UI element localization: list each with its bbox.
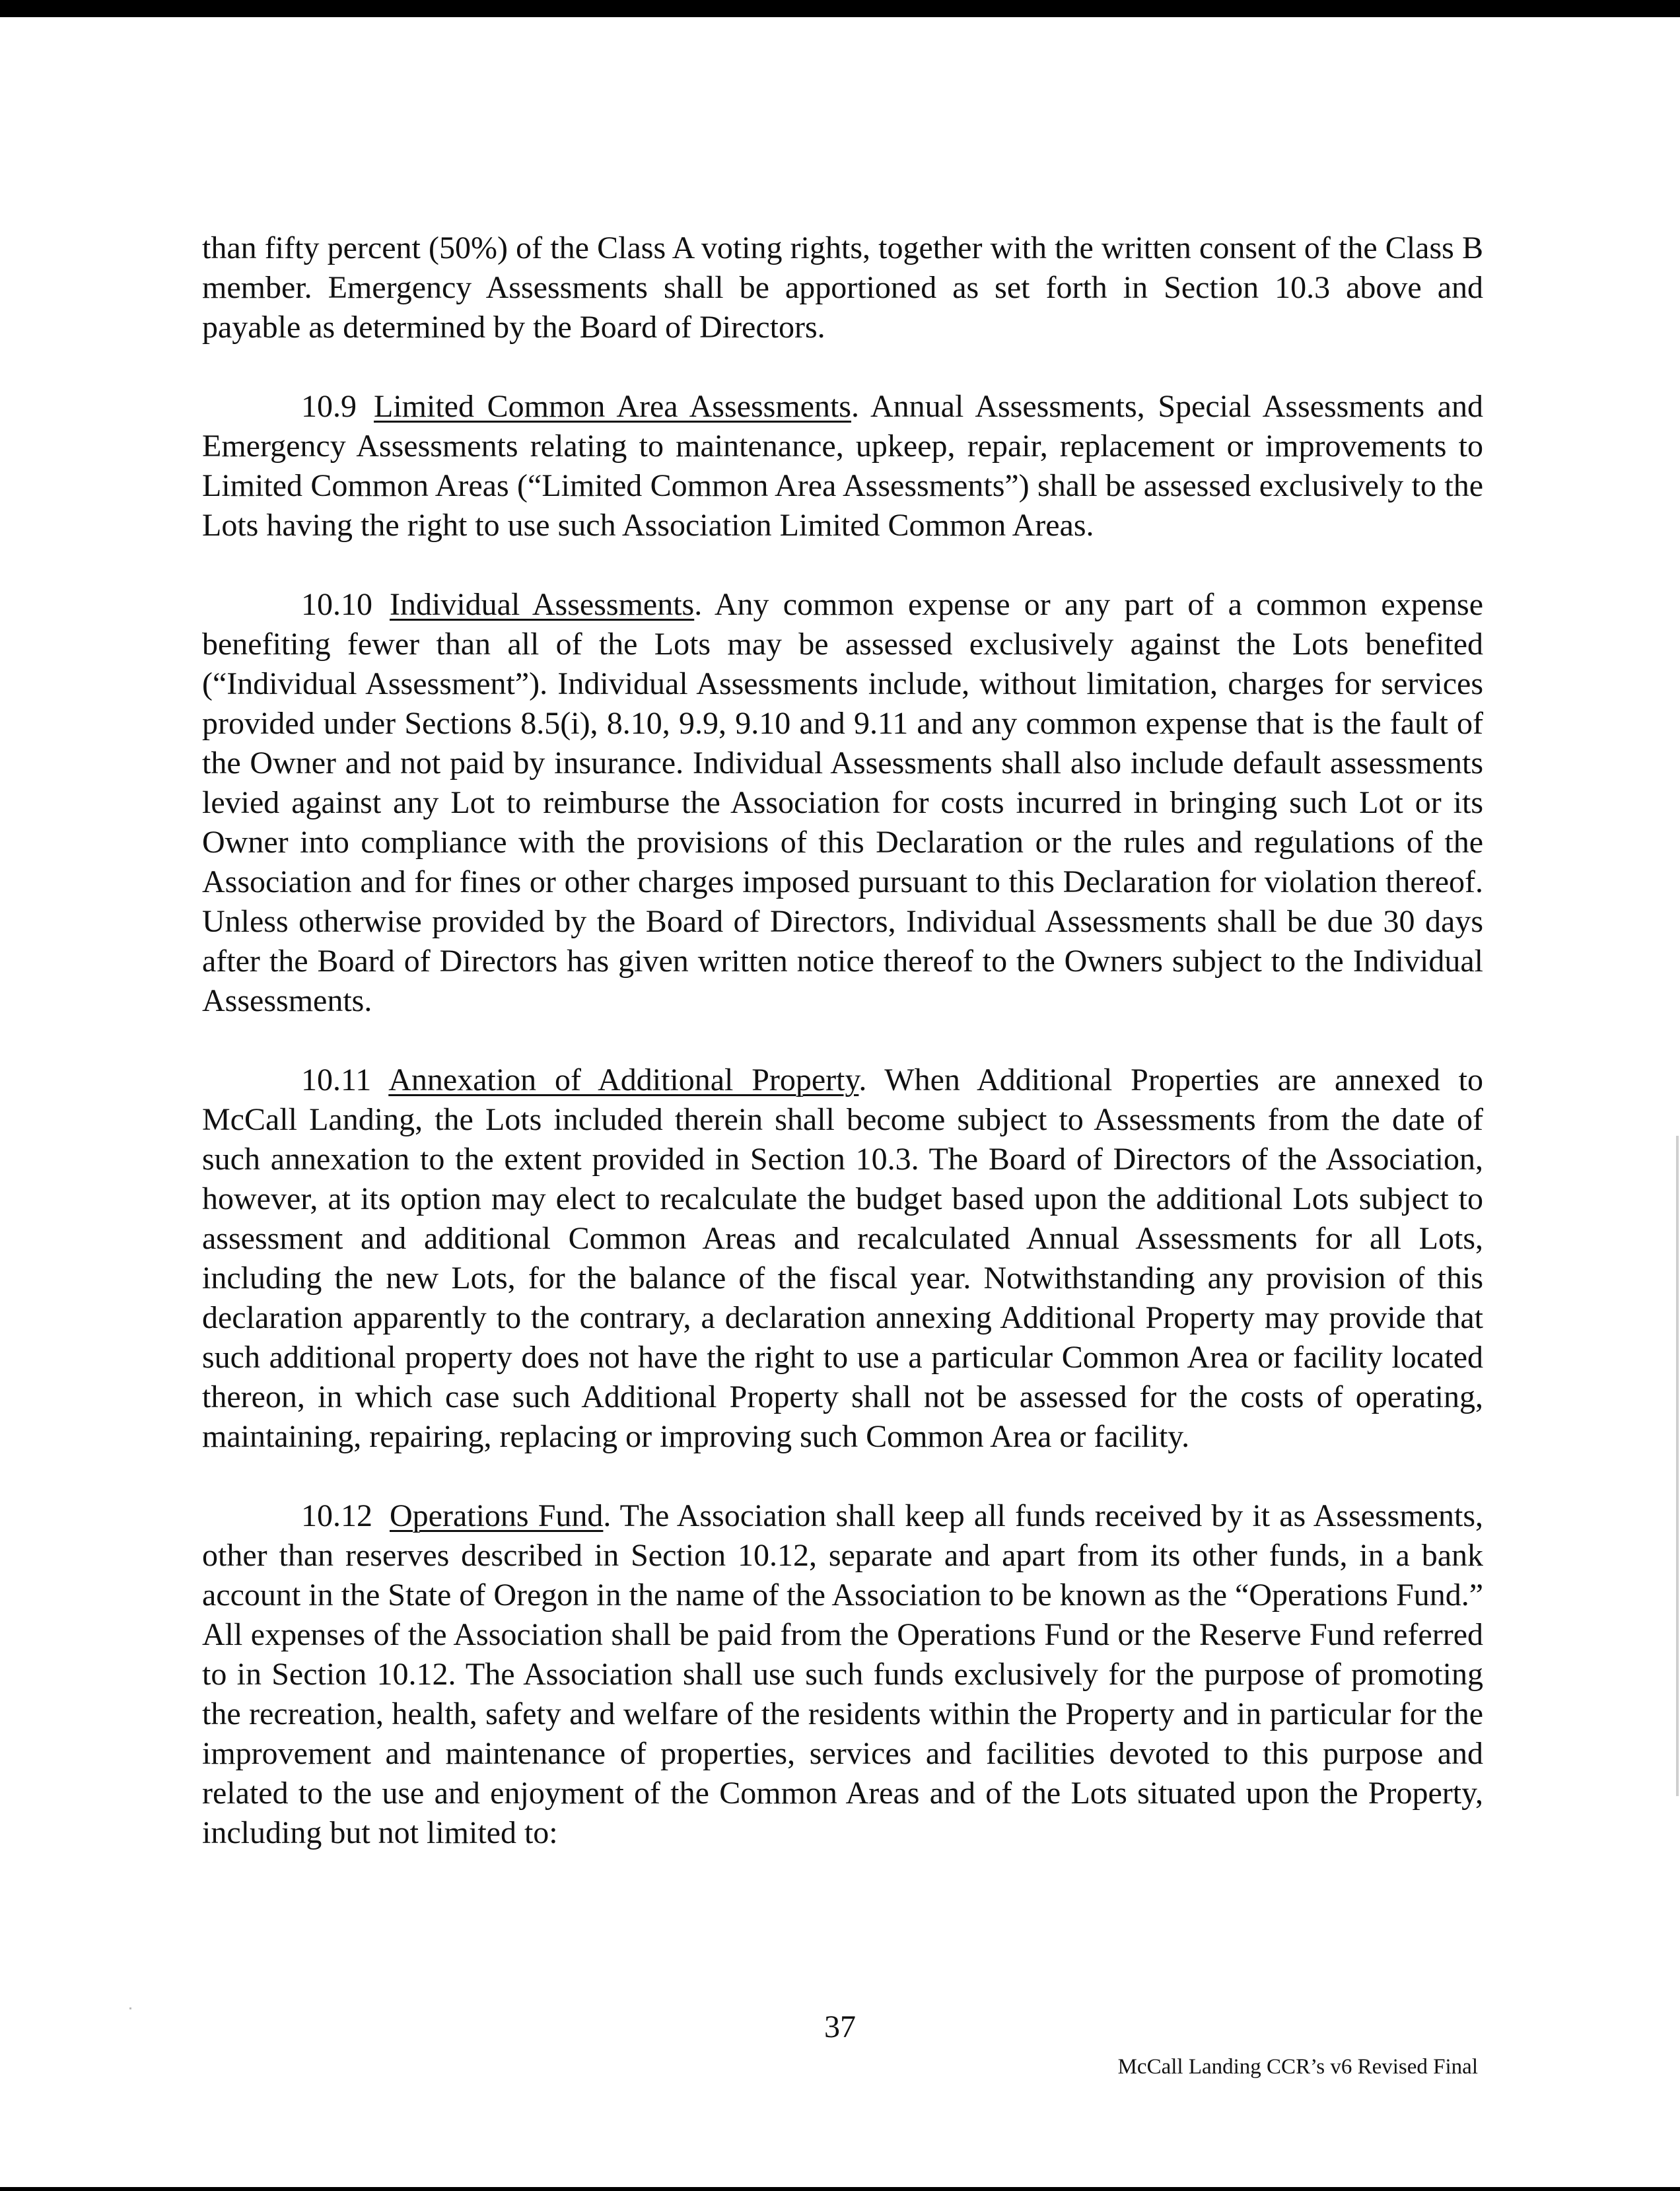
section-heading: Annexation of Additional Property [388,1062,859,1097]
scan-bottom-border [0,2187,1680,2191]
paragraph-body: Annual Assessments, Special Assessments and Emergency Assessments relating to maintenance, upkeep, repair, replacement or improvements to Limited Common Areas (“Limited Common Area Assessments”) shall be assessed exclusively to the Lots having the right to use such Association Limited Common Areas. [202,389,1483,543]
section-10-12 [202,1496,1483,1853]
paragraph-body: than fifty percent (50%) of the Class A voting rights, together with the written consent of the Class B member. Emergency Assessments shall be apportioned as set forth in Section 10.3 above and payable as determined by the Board of Directors. [202,230,1483,345]
section-heading: Operations Fund [390,1498,604,1533]
section-heading-period: . [851,389,859,424]
paragraph-body: Any common expense or any part of a common expense benefiting fewer than all of the Lots may be assessed exclusively against the Lots benefited (“Individual Assessment”). Individual Assessments include, without limitation, charges for services provided under Sections 8.5(i), 8.10, 9.9, 9.10 and 9.11 and any common expense that is the fault of the Owner and not paid by insurance. Individual Assessments shall also include default assessments levied against any Lot to reimburse the Association for costs incurred in bringing such Lot or its Owner into compliance with the provisions of this Declaration or the rules and regulations of the Association and for fines or other charges imposed pursuant to this Declaration for violation thereof. Unless otherwise provided by the Board of Directors, Individual Assessments shall be due 30 days after the Board of Directors has given written notice thereof to the Owners subject to the Individual Assessments. [202,587,1483,1018]
section-10-9 [202,387,1483,545]
scan-top-border [0,0,1680,17]
section-heading-period: . [603,1498,612,1533]
section-number: 10.10 [301,587,372,622]
section-number: 10.11 [301,1062,372,1097]
section-heading-period: . [858,1062,867,1097]
section-number: 10.12 [301,1498,372,1533]
document-body [202,228,1483,1853]
section-heading: Limited Common Area Assessments [374,389,851,424]
section-number: 10.9 [301,389,357,424]
section-heading: Individual Assessments [390,587,695,622]
paragraph-continuation [202,228,1483,347]
section-heading-period: . [694,587,703,622]
paragraph-body: When Additional Properties are annexed to McCall Landing, the Lots included therein shall become subject to Assessments from the date of such annexation to the extent provided in Section 10.3. The Board of Directors of the Association, however, at its option may elect to recalculate the budget based upon the additional Lots subject to assessment and additional Common Areas and recalculated Annual Assessments for all Lots, including the new Lots, for the balance of the fiscal year. Notwithstanding any provision of this declaration apparently to the contrary, a declaration annexing Additional Property may provide that such additional property does not have the right to use a particular Common Area or facility located thereon, in which case such Additional Property shall not be assessed for the costs of operating, maintaining, repairing, replacing or improving such Common Area or facility. [202,1062,1483,1454]
document-footer: McCall Landing CCR’s v6 Revised Final [1117,2055,1478,2079]
section-10-10 [202,585,1483,1021]
page-number: 37 [824,2009,856,2044]
paragraph-body: The Association shall keep all funds received by it as Assessments, other than reserves described in Section 10.12, separate and apart from its other funds, in a bank account in the State of Oregon in the name of the Association to be known as the “Operations Fund.” All expenses of the Association shall be paid from the Operations Fund or the Reserve Fund referred to in Section 10.12. The Association shall use such funds exclusively for the purpose of promoting the recreation, health, safety and welfare of the residents within the Property and in particular for the improvement and maintenance of properties, services and facilities devoted to this purpose and related to the use and enjoyment of the Common Areas and of the Lots situated upon the Property, including but not limited to: [202,1498,1483,1850]
scan-speck [129,2007,131,2009]
section-10-11 [202,1061,1483,1457]
scan-edge-mark [1676,1136,1679,1796]
